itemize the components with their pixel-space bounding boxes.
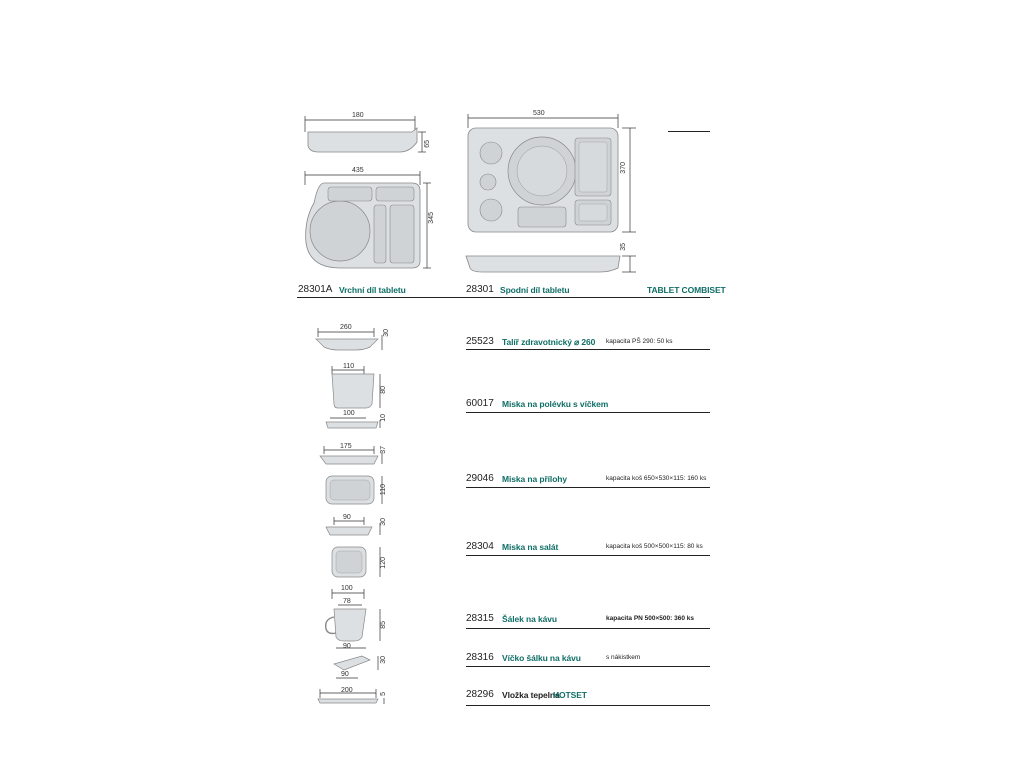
dim-lid-width: 180 — [352, 112, 364, 119]
product-code: 28316 — [466, 652, 494, 663]
product-code: 28304 — [466, 541, 494, 552]
dim-bottom-edge: 35 — [620, 243, 627, 251]
product-code: 28315 — [466, 613, 494, 624]
dim-plate-diameter: 260 — [340, 324, 352, 331]
product-code: 29046 — [466, 473, 494, 484]
dim-side-bowl-height: 37 — [380, 446, 387, 454]
dim-cup-lid-bottom: 90 — [341, 671, 349, 678]
dim-cup-inner-width: 78 — [343, 598, 351, 605]
coffee-cup-drawing — [322, 585, 402, 645]
product-code: 28301A — [298, 284, 333, 295]
dim-cup-width: 100 — [341, 585, 353, 592]
product-note: kapacita koš 500×500×115: 80 ks — [606, 543, 703, 550]
product-name: Talíř zdravotnický ⌀ 260 — [502, 337, 596, 347]
bottom-tray-plan-drawing — [460, 108, 640, 278]
soup-bowl-drawing — [322, 362, 402, 432]
product-name: Vrchní díl tabletu — [339, 285, 406, 295]
dim-cup-lid-width: 90 — [343, 643, 351, 650]
thermal-insert-drawing — [316, 686, 396, 708]
dim-insert-height: 5 — [380, 692, 387, 696]
dim-plate-height: 30 — [383, 329, 390, 337]
dim-cup-height: 85 — [380, 621, 387, 629]
item-divider — [466, 349, 710, 350]
dim-lid-width: 100 — [343, 410, 355, 417]
dim-bowl-width: 110 — [343, 363, 355, 370]
dim-side-bowl-depth: 110 — [380, 484, 387, 496]
item-divider — [466, 628, 710, 629]
section-divider — [297, 297, 710, 298]
product-note: kapacita PN 500×500: 360 ks — [606, 615, 694, 622]
cup-lid-drawing — [322, 640, 402, 685]
dim-bowl-height: 80 — [380, 386, 387, 394]
dim-salad-bowl-width: 90 — [343, 514, 351, 521]
item-divider — [466, 666, 710, 667]
dim-lid-height: 10 — [380, 414, 387, 422]
lid-side-profile-drawing — [300, 112, 440, 162]
product-note: kapacita PŠ 290: 50 ks — [606, 338, 673, 345]
dim-bottom-height: 370 — [620, 162, 627, 174]
dim-salad-bowl-height: 30 — [380, 518, 387, 526]
dim-cup-lid-height: 30 — [380, 656, 387, 664]
dim-lid-height: 65 — [424, 140, 431, 148]
top-right-rule — [668, 131, 710, 132]
product-name: Miska na polévku s víčkem — [502, 399, 609, 409]
product-code: 25523 — [466, 336, 494, 347]
product-code: 28296 — [466, 689, 494, 700]
product-name: Vložka tepelná — [502, 690, 560, 700]
product-code: 60017 — [466, 398, 494, 409]
dim-insert-width: 200 — [341, 687, 353, 694]
product-name-highlight: HOTSET — [553, 690, 587, 700]
product-note: kapacita koš 650×530×115: 160 ks — [606, 475, 707, 482]
dim-bottom-width: 530 — [533, 110, 545, 117]
dim-top-tray-width: 435 — [352, 167, 364, 174]
top-tray-plan-drawing — [300, 165, 440, 275]
dim-side-bowl-width: 175 — [340, 443, 352, 450]
product-note: s nákistkem — [606, 654, 641, 661]
product-code: 28301 — [466, 284, 494, 295]
salad-bowl-drawing — [322, 513, 402, 588]
item-divider — [466, 555, 710, 556]
item-divider — [466, 412, 710, 413]
dim-salad-bowl-depth: 120 — [380, 557, 387, 569]
dim-top-tray-height: 345 — [428, 212, 435, 224]
product-name: Miska na salát — [502, 542, 559, 552]
item-divider — [466, 705, 710, 706]
product-name: Miska na přílohy — [502, 474, 568, 484]
product-name: Spodní díl tabletu — [500, 285, 570, 295]
item-divider — [466, 487, 710, 488]
product-name: Víčko šálku na kávu — [502, 653, 581, 663]
product-name: Šálek na kávu — [502, 614, 557, 624]
section-title: TABLET COMBISET — [647, 285, 726, 295]
